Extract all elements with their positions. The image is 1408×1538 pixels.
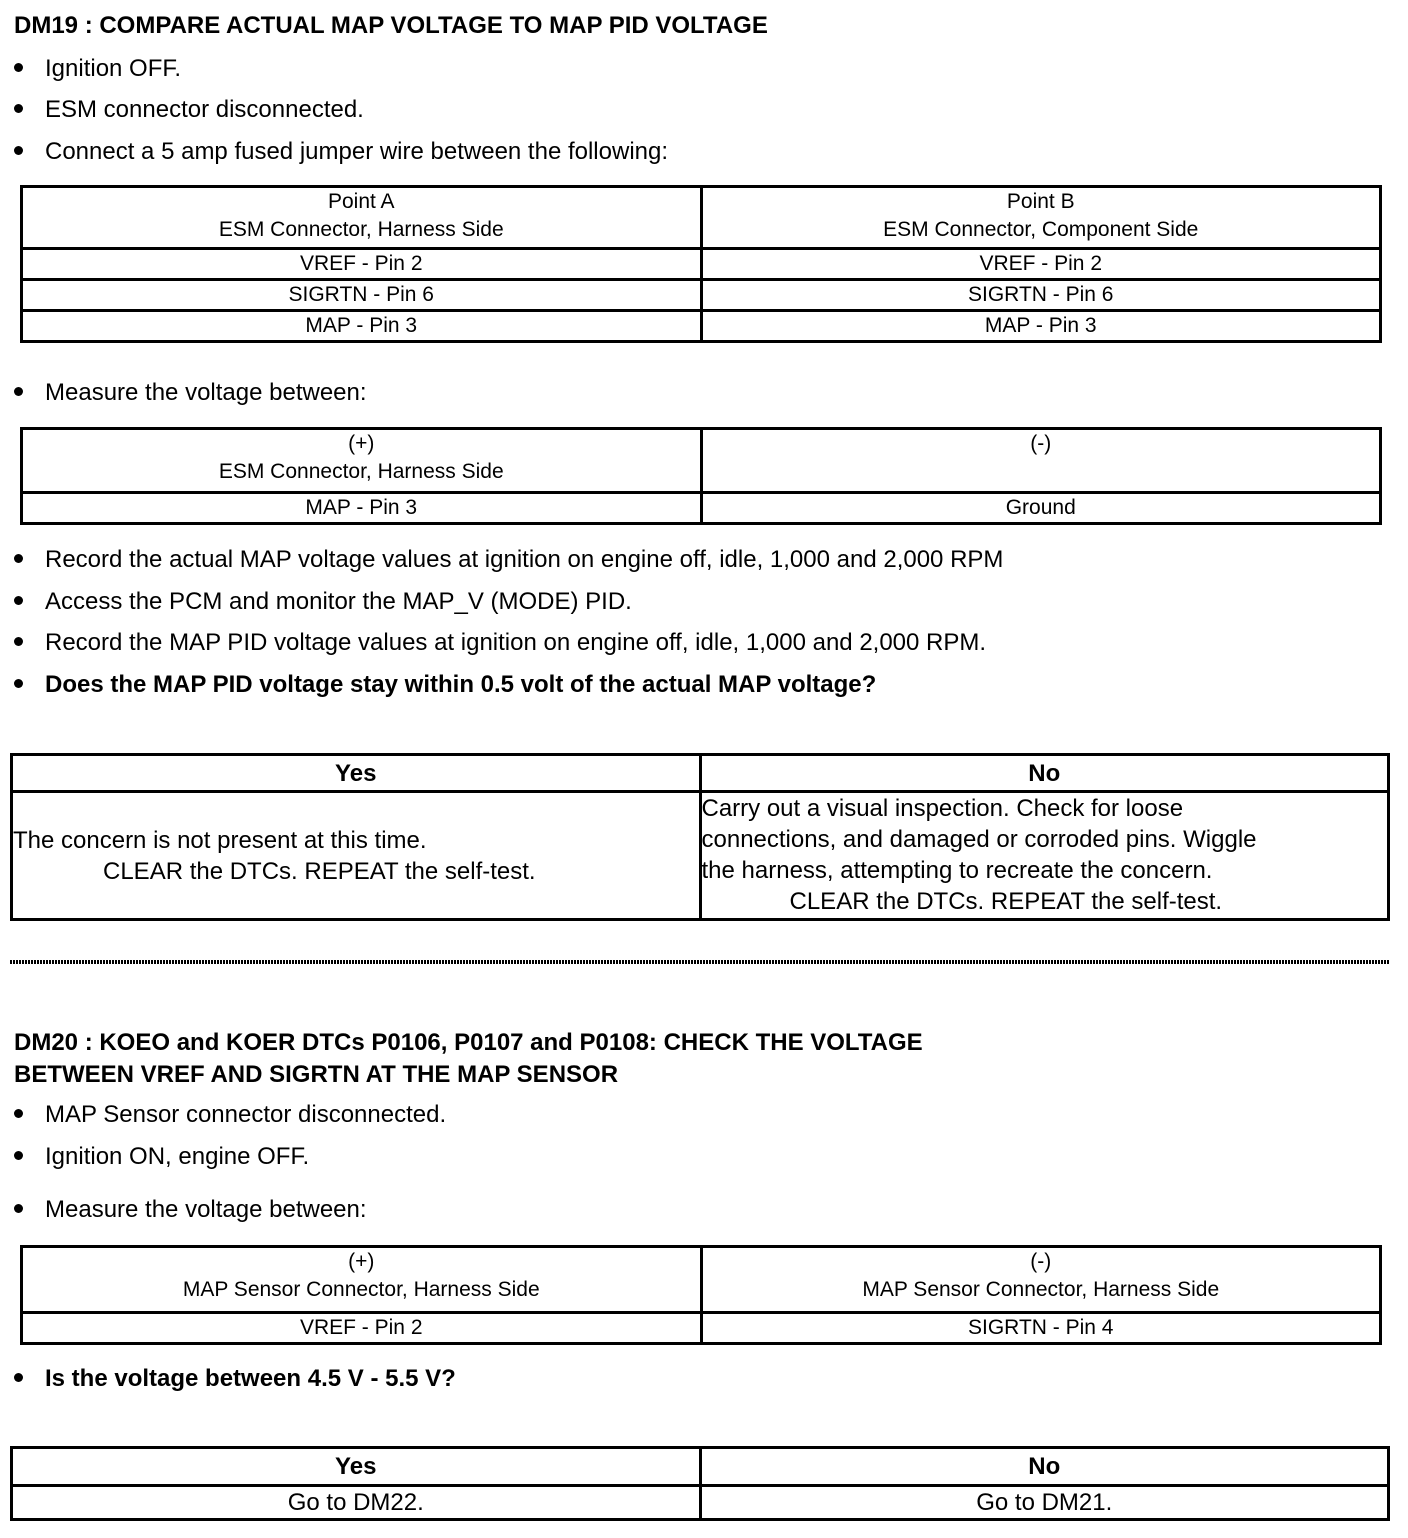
result-table: Yes No The concern is not present at this time. CLEAR the DTCs. REPEAT the self-test. Carry out a visual inspection. Check for loose connections, and damaged or corroded pins. Wiggle the harness, attempting to recreate the concern. CLEAR the DTCs. REPEAT the self-test. [10, 753, 1390, 921]
step: Ignition ON, engine OFF. [14, 1142, 309, 1172]
bullet-icon [14, 63, 23, 72]
table-row: MAP - Pin 3 MAP - Pin 3 [22, 311, 1381, 342]
bullet-icon [14, 146, 23, 155]
step: ESM connector disconnected. [14, 95, 364, 125]
table-row: SIGRTN - Pin 6 SIGRTN - Pin 6 [22, 280, 1381, 311]
question: Is the voltage between 4.5 V - 5.5 V? [14, 1364, 456, 1394]
table-row: MAP - Pin 3 Ground [22, 493, 1381, 524]
measure-table: (+) ESM Connector, Harness Side (-) MAP - Pin 3 Ground [20, 427, 1382, 525]
bullet-icon [14, 1109, 23, 1118]
step: Record the MAP PID voltage values at ignition on engine off, idle, 1,000 and 2,000 RPM. [14, 628, 986, 658]
bullet-icon [14, 596, 23, 605]
step: Ignition OFF. [14, 54, 181, 84]
table-row: VREF - Pin 2 VREF - Pin 2 [22, 249, 1381, 280]
bullet-icon [14, 1204, 23, 1213]
step: Measure the voltage between: [14, 1195, 367, 1225]
step: Access the PCM and monitor the MAP_V (MODE) PID. [14, 587, 632, 617]
bullet-icon [14, 554, 23, 563]
step: Record the actual MAP voltage values at ignition on engine off, idle, 1,000 and 2,000 RPM [14, 545, 1003, 575]
bullet-icon [14, 1373, 23, 1382]
bullet-icon [14, 637, 23, 646]
bullet-icon [14, 387, 23, 396]
measure-table: (+) MAP Sensor Connector, Harness Side (-) MAP Sensor Connector, Harness Side VREF - Pin 2 SIGRTN - Pin 4 [20, 1245, 1382, 1345]
table-row: VREF - Pin 2 SIGRTN - Pin 4 [22, 1313, 1381, 1344]
step: Connect a 5 amp fused jumper wire between the following: [14, 137, 668, 167]
result-table: Yes No Go to DM22. Go to DM21. [10, 1446, 1390, 1521]
bullet-icon [14, 1151, 23, 1160]
bullet-icon [14, 679, 23, 688]
step: Measure the voltage between: [14, 378, 367, 408]
bullet-icon [14, 104, 23, 113]
question: Does the MAP PID voltage stay within 0.5 volt of the actual MAP voltage? [14, 670, 876, 700]
dm20-title: DM20 : KOEO and KOER DTCs P0106, P0107 and P0108: CHECK THE VOLTAGE BETWEEN VREF AND SIGRTN AT THE MAP SENSOR [14, 1029, 923, 1088]
dm19-title: DM19 : COMPARE ACTUAL MAP VOLTAGE TO MAP PID VOLTAGE [14, 12, 768, 39]
jumper-table: Point A ESM Connector, Harness Side Point B ESM Connector, Component Side VREF - Pin 2 VREF - Pin 2 SIGRTN - Pin 6 SIGRTN - Pin 6 MAP - Pin 3 MAP - Pin 3 [20, 185, 1382, 343]
step: MAP Sensor connector disconnected. [14, 1100, 446, 1130]
section-divider [10, 960, 1390, 964]
